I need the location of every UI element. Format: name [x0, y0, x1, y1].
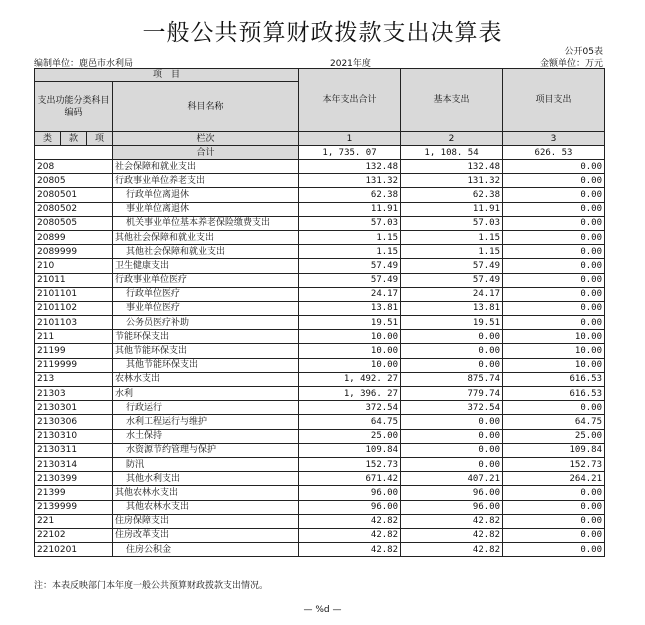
row-project: 10.00 [503, 358, 605, 372]
total-sum: 1, 735. 07 [299, 146, 401, 160]
row-project: 616.53 [503, 372, 605, 386]
row-project: 0.00 [503, 486, 605, 500]
row-subject-name: 行政单位离退休 [113, 188, 299, 202]
row-total: 42.82 [299, 528, 401, 542]
header-class: 类 [35, 132, 61, 146]
row-subject-name: 农林水支出 [113, 372, 299, 386]
row-total: 10.00 [299, 344, 401, 358]
row-subject-name: 其他农林水支出 [113, 500, 299, 514]
row-project: 264.21 [503, 472, 605, 486]
total-code-cell [35, 146, 113, 160]
table-row [35, 160, 605, 174]
table-row [35, 273, 605, 287]
row-code: 2210201 [35, 543, 113, 557]
row-subject-name: 其他节能环保支出 [113, 358, 299, 372]
row-project: 10.00 [503, 344, 605, 358]
row-basic: 0.00 [401, 429, 503, 443]
row-subject-name: 其他农林水支出 [113, 486, 299, 500]
row-code: 2130310 [35, 429, 113, 443]
row-code: 2101102 [35, 301, 113, 315]
header-paragraph: 款 [61, 132, 87, 146]
header-subject-name: 科目名称 [113, 82, 299, 132]
meta-row [34, 56, 603, 68]
row-subject-name: 水利工程运行与维护 [113, 415, 299, 429]
row-project: 0.00 [503, 316, 605, 330]
row-subject-name: 公务员医疗补助 [113, 316, 299, 330]
row-total: 109.84 [299, 443, 401, 457]
total-row [35, 146, 605, 160]
row-total: 1.15 [299, 245, 401, 259]
footnote: 注：本表反映部门本年度一般公共预算财政拨款支出情况。 [34, 581, 269, 591]
row-basic: 1.15 [401, 230, 503, 244]
row-project: 0.00 [503, 528, 605, 542]
row-total: 57.49 [299, 273, 401, 287]
table-row [35, 174, 605, 188]
row-basic: 13.81 [401, 301, 503, 315]
row-subject-name: 行政事业单位养老支出 [113, 174, 299, 188]
table-row [35, 358, 605, 372]
row-code: 2130314 [35, 457, 113, 471]
header-row-1 [35, 69, 605, 82]
row-code: 2080502 [35, 202, 113, 216]
row-code: 2080501 [35, 188, 113, 202]
row-project: 0.00 [503, 188, 605, 202]
row-basic: 407.21 [401, 472, 503, 486]
row-basic: 42.82 [401, 514, 503, 528]
row-subject-name: 水土保持 [113, 429, 299, 443]
row-project: 0.00 [503, 543, 605, 557]
table-row [35, 287, 605, 301]
table-row [35, 344, 605, 358]
row-total: 42.82 [299, 514, 401, 528]
row-total: 671.42 [299, 472, 401, 486]
row-subject-name: 住房保障支出 [113, 514, 299, 528]
row-basic: 875.74 [401, 372, 503, 386]
row-subject-name: 其他水利支出 [113, 472, 299, 486]
row-basic: 779.74 [401, 387, 503, 401]
row-subject-name: 事业单位离退休 [113, 202, 299, 216]
row-subject-name: 其他社会保障和就业支出 [113, 230, 299, 244]
row-project: 0.00 [503, 273, 605, 287]
table-row [35, 528, 605, 542]
row-subject-name: 卫生健康支出 [113, 259, 299, 273]
row-project: 0.00 [503, 216, 605, 230]
row-basic: 0.00 [401, 344, 503, 358]
table-row [35, 443, 605, 457]
row-subject-name: 住房公积金 [113, 543, 299, 557]
row-total: 131.32 [299, 174, 401, 188]
row-project: 0.00 [503, 259, 605, 273]
table-row [35, 387, 605, 401]
header-entry: 项 [87, 132, 113, 146]
row-project: 0.00 [503, 514, 605, 528]
row-code: 20805 [35, 174, 113, 188]
row-code: 20899 [35, 230, 113, 244]
row-total: 64.75 [299, 415, 401, 429]
col-number-2: 2 [401, 132, 503, 146]
header-col-total: 本年支出合计 [299, 69, 401, 132]
lanci-label: 栏次 [113, 132, 299, 146]
table-row [35, 316, 605, 330]
column-number-row [35, 132, 605, 146]
table-row [35, 216, 605, 230]
row-total: 152.73 [299, 457, 401, 471]
row-project: 0.00 [503, 287, 605, 301]
row-total: 57.03 [299, 216, 401, 230]
row-total: 1, 492. 27 [299, 372, 401, 386]
row-project: 0.00 [503, 301, 605, 315]
row-basic: 1.15 [401, 245, 503, 259]
row-total: 57.49 [299, 259, 401, 273]
table-row [35, 486, 605, 500]
page-number: — %d — [303, 605, 342, 615]
total-label: 合计 [113, 146, 299, 160]
row-total: 42.82 [299, 543, 401, 557]
row-code: 2119999 [35, 358, 113, 372]
row-code: 221 [35, 514, 113, 528]
table-row [35, 457, 605, 471]
row-basic: 42.82 [401, 543, 503, 557]
row-basic: 57.49 [401, 273, 503, 287]
row-code: 2089999 [35, 245, 113, 259]
total-basic: 1, 108. 54 [401, 146, 503, 160]
row-code: 210 [35, 259, 113, 273]
row-basic: 0.00 [401, 443, 503, 457]
row-total: 24.17 [299, 287, 401, 301]
row-basic: 42.82 [401, 528, 503, 542]
fiscal-year: 2021年度 [330, 59, 371, 69]
form-code: 公开05表 [564, 47, 603, 57]
row-total: 10.00 [299, 330, 401, 344]
row-total: 132.48 [299, 160, 401, 174]
row-basic: 132.48 [401, 160, 503, 174]
row-subject-name: 社会保障和就业支出 [113, 160, 299, 174]
row-basic: 62.38 [401, 188, 503, 202]
row-subject-name: 水资源节约管理与保护 [113, 443, 299, 457]
table-row [35, 301, 605, 315]
header-item: 项 目 [35, 69, 299, 82]
row-code: 211 [35, 330, 113, 344]
row-project: 64.75 [503, 415, 605, 429]
table-row [35, 372, 605, 386]
table-row [35, 500, 605, 514]
row-total: 13.81 [299, 301, 401, 315]
row-code: 213 [35, 372, 113, 386]
col-number-3: 3 [503, 132, 605, 146]
table-row [35, 401, 605, 415]
row-basic: 96.00 [401, 486, 503, 500]
row-total: 1.15 [299, 230, 401, 244]
row-total: 96.00 [299, 500, 401, 514]
row-basic: 0.00 [401, 330, 503, 344]
expenditure-table [34, 68, 605, 557]
row-code: 208 [35, 160, 113, 174]
row-project: 25.00 [503, 429, 605, 443]
row-code: 21199 [35, 344, 113, 358]
row-project: 152.73 [503, 457, 605, 471]
total-project: 626. 53 [503, 146, 605, 160]
row-basic: 24.17 [401, 287, 503, 301]
table-row [35, 514, 605, 528]
row-basic: 96.00 [401, 500, 503, 514]
row-basic: 0.00 [401, 415, 503, 429]
table-row [35, 245, 605, 259]
row-project: 10.00 [503, 330, 605, 344]
row-subject-name: 节能环保支出 [113, 330, 299, 344]
table-row [35, 415, 605, 429]
table-row [35, 429, 605, 443]
row-code: 21399 [35, 486, 113, 500]
row-project: 0.00 [503, 401, 605, 415]
table-row [35, 230, 605, 244]
row-project: 616.53 [503, 387, 605, 401]
row-basic: 19.51 [401, 316, 503, 330]
row-basic: 57.49 [401, 259, 503, 273]
row-code: 2130311 [35, 443, 113, 457]
row-project: 0.00 [503, 230, 605, 244]
row-project: 0.00 [503, 202, 605, 216]
table-row [35, 259, 605, 273]
row-project: 109.84 [503, 443, 605, 457]
col-number-1: 1 [299, 132, 401, 146]
row-total: 62.38 [299, 188, 401, 202]
compiler-unit: 编制单位：鹿邑市水利局 [34, 59, 134, 69]
row-basic: 57.03 [401, 216, 503, 230]
row-code: 2101101 [35, 287, 113, 301]
row-subject-name: 其他社会保障和就业支出 [113, 245, 299, 259]
row-code: 21011 [35, 273, 113, 287]
row-code: 2101103 [35, 316, 113, 330]
row-subject-name: 行政运行 [113, 401, 299, 415]
row-total: 19.51 [299, 316, 401, 330]
table-row [35, 202, 605, 216]
row-subject-name: 水利 [113, 387, 299, 401]
row-total: 10.00 [299, 358, 401, 372]
row-basic: 0.00 [401, 457, 503, 471]
amount-unit: 金额单位：万元 [539, 59, 603, 69]
row-subject-name: 其他节能环保支出 [113, 344, 299, 358]
row-code: 2139999 [35, 500, 113, 514]
row-basic: 131.32 [401, 174, 503, 188]
row-project: 0.00 [503, 174, 605, 188]
row-subject-name: 机关事业单位基本养老保险缴费支出 [113, 216, 299, 230]
row-subject-name: 事业单位医疗 [113, 301, 299, 315]
row-basic: 11.91 [401, 202, 503, 216]
header-col-project: 项目支出 [503, 69, 605, 132]
row-code: 22102 [35, 528, 113, 542]
row-subject-name: 行政事业单位医疗 [113, 273, 299, 287]
row-total: 25.00 [299, 429, 401, 443]
row-code: 2130399 [35, 472, 113, 486]
row-project: 0.00 [503, 245, 605, 259]
page-title: 一般公共预算财政拨款支出决算表 [142, 20, 503, 46]
row-total: 96.00 [299, 486, 401, 500]
row-total: 372.54 [299, 401, 401, 415]
row-project: 0.00 [503, 500, 605, 514]
header-col-basic: 基本支出 [401, 69, 503, 132]
row-subject-name: 防汛 [113, 457, 299, 471]
row-project: 0.00 [503, 160, 605, 174]
table-row [35, 472, 605, 486]
row-subject-name: 行政单位医疗 [113, 287, 299, 301]
row-code: 2080505 [35, 216, 113, 230]
row-code: 2130301 [35, 401, 113, 415]
row-code: 2130306 [35, 415, 113, 429]
row-subject-name: 住房改革支出 [113, 528, 299, 542]
header-func-class: 支出功能分类科目编码 [35, 82, 113, 132]
table-row [35, 188, 605, 202]
row-basic: 0.00 [401, 358, 503, 372]
table-row [35, 330, 605, 344]
row-basic: 372.54 [401, 401, 503, 415]
row-total: 11.91 [299, 202, 401, 216]
row-total: 1, 396. 27 [299, 387, 401, 401]
table-row [35, 543, 605, 557]
row-code: 21303 [35, 387, 113, 401]
